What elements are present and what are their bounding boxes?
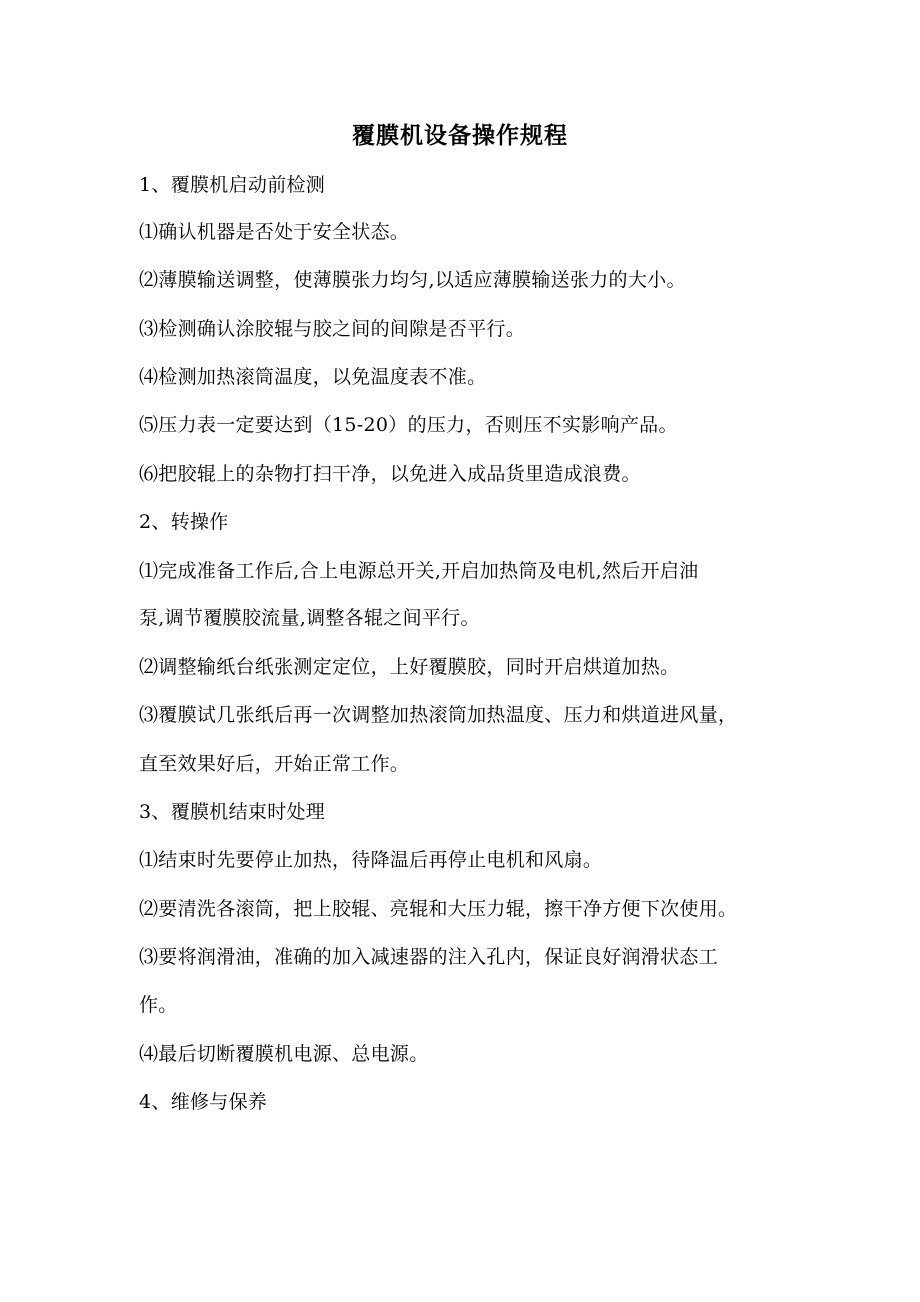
paragraph-line: ⑷检测加热滚筒温度，以免温度表不准。: [139, 366, 487, 388]
section-heading-3: 3、覆膜机结束时处理: [139, 801, 326, 823]
paragraph-line: ⑵调整输纸台纸张测定定位，上好覆膜胶，同时开启烘道加热。: [139, 656, 680, 678]
paragraph-line: 直至效果好后，开始正常工作。: [139, 753, 410, 775]
paragraph-line: ⑴确认机器是否处于安全状态。: [139, 221, 410, 243]
paragraph-line: 泵,调节覆膜胶流量,调整各辊之间平行。: [139, 607, 480, 629]
paragraph-line: ⑹把胶辊上的杂物打扫干净，以免进入成品货里造成浪费。: [139, 463, 641, 485]
section-heading-2: 2、转操作: [139, 511, 229, 533]
paragraph-line: ⑷最后切断覆膜机电源、总电源。: [139, 1043, 429, 1065]
section-heading-4: 4、维修与保养: [139, 1091, 268, 1113]
paragraph-line: ⑴完成准备工作后,合上电源总开关,开启加热筒及电机,然后开启油: [139, 560, 699, 582]
paragraph-line: ⑵薄膜输送调整，使薄膜张力均匀,以适应薄膜输送张力的大小。: [139, 269, 686, 291]
paragraph-line: ⑶检测确认涂胶辊与胶之间的间隙是否平行。: [139, 318, 526, 340]
section-heading-1: 1、覆膜机启动前检测: [139, 174, 326, 196]
paragraph-line: ⑶要将润滑油，准确的加入减速器的注入孔内，保证良好润滑状态工: [139, 946, 719, 968]
document-title: 覆膜机设备操作规程: [352, 122, 568, 149]
paragraph-line: ⑵要清洗各滚筒，把上胶辊、亮辊和大压力辊，擦干净方便下次使用。: [139, 898, 738, 920]
paragraph-line: ⑴结束时先要停止加热，待降温后再停止电机和风扇。: [139, 849, 603, 871]
paragraph-line: 作。: [139, 994, 178, 1016]
paragraph-line: ⑶覆膜试几张纸后再一次调整加热滚筒加热温度、压力和烘道进风量，: [139, 704, 738, 726]
paragraph-line: ⑸压力表一定要达到（15-20）的压力，否则压不实影响产品。: [139, 414, 678, 436]
